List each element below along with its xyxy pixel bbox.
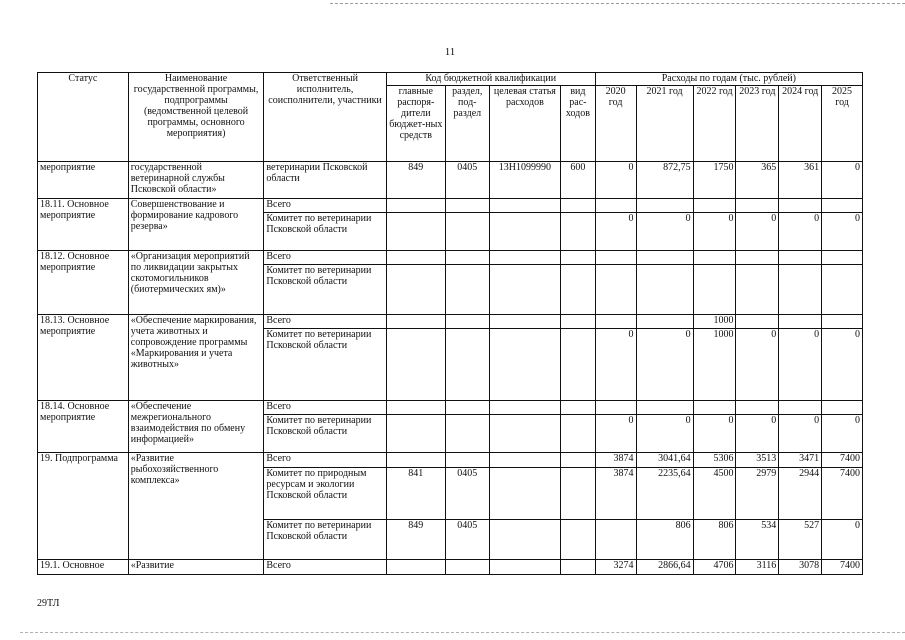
row-responsible: Комитет по ветеринарии Псковской области [264, 520, 386, 560]
table-row [38, 401, 863, 415]
cell-2022: 5306 [693, 453, 736, 468]
cell-2025: 0 [822, 213, 863, 251]
row-responsible: Комитет по ветеринарии Псковской области [264, 329, 386, 401]
col-2021: 2021 год [636, 86, 693, 162]
table-row [38, 162, 863, 199]
cell-razdel: 0405 [445, 162, 489, 199]
row-status: 18.12. Основное мероприятие [38, 251, 129, 315]
cell-2024: 3078 [779, 560, 822, 575]
scan-artifact-bottom [20, 632, 905, 634]
row-name: «Развитие рыбохозяйственного комплекса» [128, 453, 264, 560]
cell-2023: 0 [736, 415, 779, 453]
cell-2021: 2235,64 [636, 468, 693, 520]
col-status: Статус [38, 73, 129, 162]
cell-2022: 0 [693, 415, 736, 453]
cell-2022: 806 [693, 520, 736, 560]
table-row [38, 199, 863, 213]
cell-2022: 4706 [693, 560, 736, 575]
cell-2023: 534 [736, 520, 779, 560]
row-total-label: Всего [264, 560, 386, 575]
row-total-label: Всего [264, 199, 386, 213]
cell-2022: 4500 [693, 468, 736, 520]
row-total-label: Всего [264, 315, 386, 329]
table-row [38, 315, 863, 329]
col-name: Наименование государственной программы, подпрограммы (ведомственной целевой программы, основного мероприятия) [128, 73, 264, 162]
table-row [38, 453, 863, 468]
cell-2023: 3116 [736, 560, 779, 575]
cell-2020: 0 [595, 162, 636, 199]
cell-2020 [595, 520, 636, 560]
cell-2021: 806 [636, 520, 693, 560]
cell-2021: 0 [636, 329, 693, 401]
cell-2023: 3513 [736, 453, 779, 468]
col-vid: вид рас-ходов [561, 86, 596, 162]
cell-razdel: 0405 [445, 520, 489, 560]
col-razdel: раздел, под-раздел [445, 86, 489, 162]
budget-table [37, 72, 863, 575]
cell-2023: 0 [736, 329, 779, 401]
cell-2024: 0 [779, 329, 822, 401]
cell-2025: 0 [822, 415, 863, 453]
row-status: 19. Подпрограмма [38, 453, 129, 560]
cell-2025: 0 [822, 162, 863, 199]
col-2024: 2024 год [779, 86, 822, 162]
row-status: 18.13. Основное мероприятие [38, 315, 129, 401]
cell-grbs: 849 [386, 162, 445, 199]
row-responsible: Комитет по ветеринарии Псковской области [264, 265, 386, 315]
col-2022: 2022 год [693, 86, 736, 162]
row-responsible: ветеринарии Псковской области [264, 162, 386, 199]
cell-2024: 361 [779, 162, 822, 199]
col-2020: 2020 год [595, 86, 636, 162]
cell-2022-total: 1000 [693, 315, 736, 329]
cell-2020: 0 [595, 415, 636, 453]
row-name: «Развитие [128, 560, 264, 575]
cell-vid: 600 [561, 162, 596, 199]
row-responsible: Комитет по природным ресурсам и экологии Псковской области [264, 468, 386, 520]
row-name: Совершенствование и формирование кадрового резерва» [128, 199, 264, 251]
footer-code: 29ТЛ [37, 598, 60, 609]
cell-2020: 0 [595, 213, 636, 251]
col-group-budget-code: Код бюджетной квалификации [386, 73, 595, 86]
cell-2022: 1000 [693, 329, 736, 401]
cell-2020: 3874 [595, 453, 636, 468]
row-total-label: Всего [264, 251, 386, 265]
cell-2022: 0 [693, 213, 736, 251]
cell-2025: 7400 [822, 453, 863, 468]
cell-2025: 7400 [822, 468, 863, 520]
cell-grbs: 849 [386, 520, 445, 560]
row-total-label: Всего [264, 453, 386, 468]
cell-2025: 0 [822, 329, 863, 401]
row-name: государственной ветеринарной службы Псковской области» [128, 162, 264, 199]
cell-razdel: 0405 [445, 468, 489, 520]
cell-2023: 0 [736, 213, 779, 251]
cell-2023: 2979 [736, 468, 779, 520]
row-name: «Организация мероприятий по ликвидации закрытых скотомогильников (биотермических ям)» [128, 251, 264, 315]
row-status: мероприятие [38, 162, 129, 199]
col-2025: 2025 год [822, 86, 863, 162]
table-row [38, 560, 863, 575]
col-responsible: Ответственный исполнитель, соисполнители, участники [264, 73, 386, 162]
scan-artifact-top [330, 3, 905, 5]
cell-2024: 527 [779, 520, 822, 560]
row-responsible: Комитет по ветеринарии Псковской области [264, 213, 386, 251]
col-article: целевая статья расходов [489, 86, 560, 162]
cell-grbs: 841 [386, 468, 445, 520]
cell-2024: 2944 [779, 468, 822, 520]
row-name: «Обеспечение маркирования, учета животных и сопровождение программы «Маркирования и учета животных» [128, 315, 264, 401]
cell-2021: 0 [636, 213, 693, 251]
cell-2020: 0 [595, 329, 636, 401]
cell-2021: 2866,64 [636, 560, 693, 575]
cell-2025: 0 [822, 520, 863, 560]
col-grbs: главные распоря-дители бюджет-ных средств [386, 86, 445, 162]
cell-2020: 3874 [595, 468, 636, 520]
row-status: 18.14. Основное мероприятие [38, 401, 129, 453]
cell-article: 13Н1099990 [489, 162, 560, 199]
cell-2024: 0 [779, 213, 822, 251]
row-name: «Обеспечение межрегионального взаимодействия по обмену информацией» [128, 401, 264, 453]
page-number: 11 [444, 46, 456, 58]
row-total-label: Всего [264, 401, 386, 415]
row-responsible: Комитет по ветеринарии Псковской области [264, 415, 386, 453]
cell-2024: 3471 [779, 453, 822, 468]
cell-2021: 0 [636, 415, 693, 453]
cell-2023: 365 [736, 162, 779, 199]
table-row [38, 251, 863, 265]
cell-2025: 7400 [822, 560, 863, 575]
cell-2021: 3041,64 [636, 453, 693, 468]
cell-2021: 872,75 [636, 162, 693, 199]
cell-2024: 0 [779, 415, 822, 453]
col-group-expenses: Расходы по годам (тыс. рублей) [595, 73, 862, 86]
cell-2020: 3274 [595, 560, 636, 575]
cell-2022: 1750 [693, 162, 736, 199]
row-status: 19.1. Основное [38, 560, 129, 575]
row-status: 18.11. Основное мероприятие [38, 199, 129, 251]
col-2023: 2023 год [736, 86, 779, 162]
